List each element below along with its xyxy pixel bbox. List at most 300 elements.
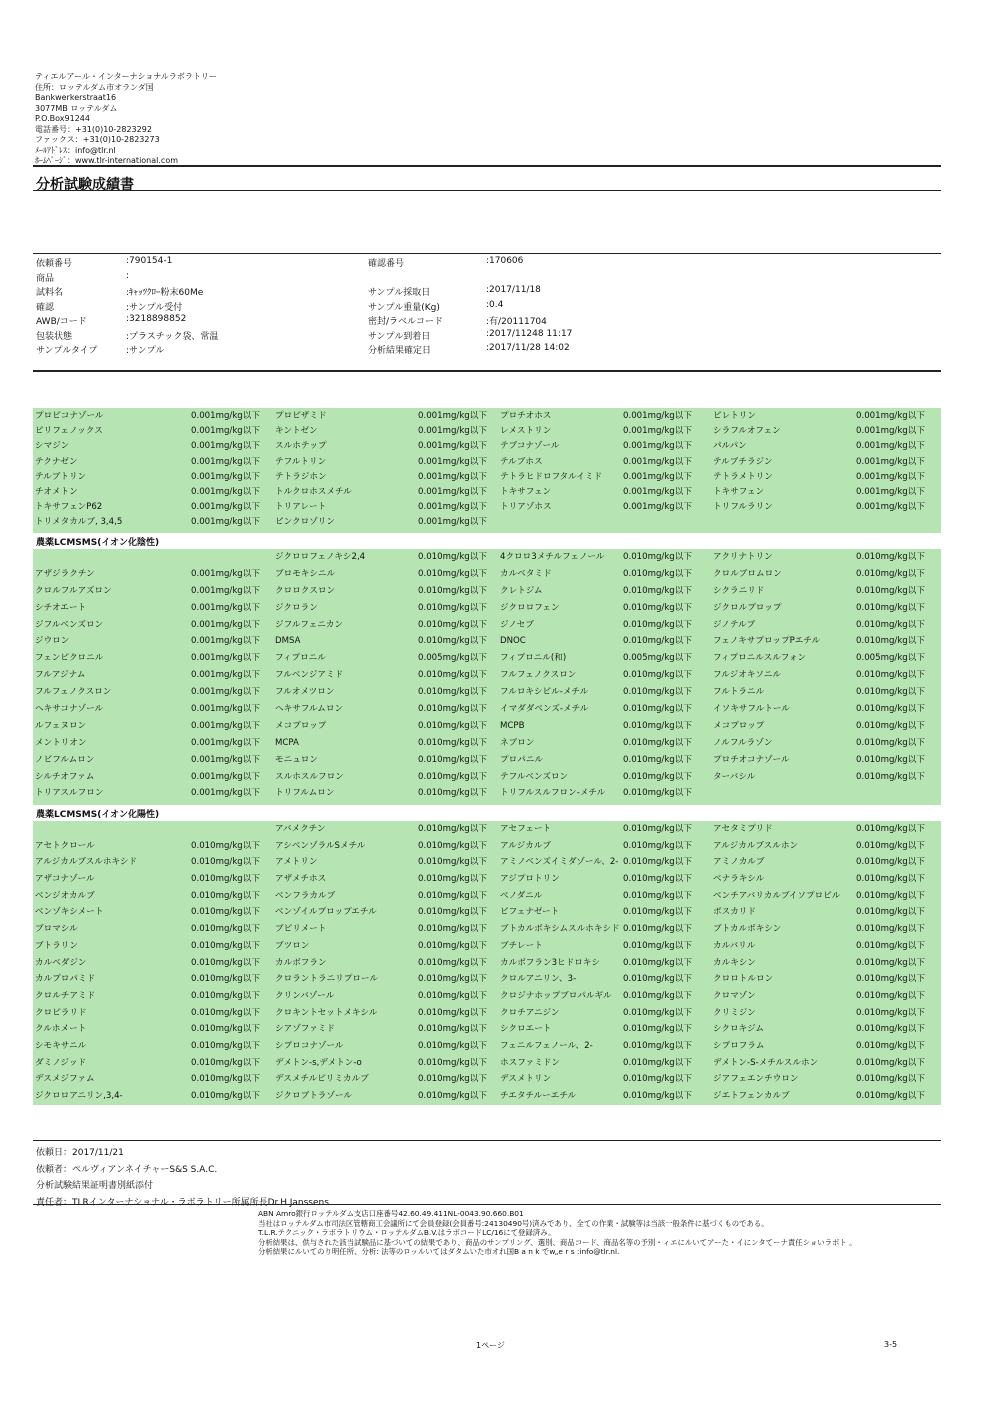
result-value: 0.010mg/kg以下 xyxy=(856,1091,925,1101)
result-row xyxy=(33,771,941,788)
pesticide-name: DMSA xyxy=(275,636,301,647)
pesticide-name: クロロトルロン xyxy=(713,974,774,985)
pesticide-name: フルジオキソニル xyxy=(713,670,782,681)
result-value: 0.010mg/kg以下 xyxy=(418,771,487,782)
bank-note-line: ABN Amro銀行ロッテルダム支店口座番号42.60.49.411NL-0043.90.660.B01 xyxy=(258,1209,524,1218)
result-value: 0.010mg/kg以下 xyxy=(623,737,692,748)
result-value: 0.010mg/kg以下 xyxy=(418,940,487,951)
pesticide-name: シラフルオフェン xyxy=(713,426,781,437)
result-value: 0.010mg/kg以下 xyxy=(856,585,925,596)
pesticide-name: カルプロパミド xyxy=(35,974,96,985)
lab-address-line: ﾒｰﾙｱﾄﾞﾚｽ：info@tlr.nl xyxy=(35,145,116,155)
result-row xyxy=(33,990,941,1007)
pesticide-name: アセタミプリド xyxy=(713,824,773,834)
result-value: 0.010mg/kg以下 xyxy=(856,602,925,613)
result-value: 0.001mg/kg以下 xyxy=(623,502,692,513)
result-value: 0.010mg/kg以下 xyxy=(418,840,487,851)
result-value: 0.010mg/kg以下 xyxy=(623,907,692,918)
result-value: 0.001mg/kg以下 xyxy=(623,426,692,437)
result-value: 0.005mg/kg以下 xyxy=(856,653,925,664)
result-value: 0.010mg/kg以下 xyxy=(191,1007,260,1018)
result-value: 0.001mg/kg以下 xyxy=(191,737,260,748)
result-value: 0.010mg/kg以下 xyxy=(856,687,925,698)
info-value: :0.4 xyxy=(486,299,504,310)
pesticide-name: スルホスルフロン xyxy=(275,771,344,782)
result-value: 0.010mg/kg以下 xyxy=(623,990,692,1001)
info-label: 試料名 xyxy=(36,288,64,298)
result-value: 0.001mg/kg以下 xyxy=(418,471,487,482)
title-rule xyxy=(33,190,941,191)
result-row xyxy=(33,669,941,686)
result-value: 0.010mg/kg以下 xyxy=(418,1057,487,1068)
result-row xyxy=(33,585,941,602)
pesticide-name: ベノダニル xyxy=(500,890,543,901)
pesticide-name: クレトジム xyxy=(500,585,543,596)
result-value: 0.010mg/kg以下 xyxy=(623,840,692,851)
result-value: 0.010mg/kg以下 xyxy=(191,957,260,968)
result-row xyxy=(33,754,941,771)
result-value: 0.010mg/kg以下 xyxy=(418,907,487,918)
info-value: :サンプル xyxy=(126,346,165,356)
result-value: 0.001mg/kg以下 xyxy=(191,441,260,452)
result-value: 0.010mg/kg以下 xyxy=(418,704,487,715)
pesticide-name: ジノテルブ xyxy=(713,619,756,630)
pesticide-name: カルベタミド xyxy=(500,568,552,579)
result-value: 0.010mg/kg以下 xyxy=(191,924,260,935)
pesticide-name: カルボフラン xyxy=(275,957,327,968)
info-value: :有/20111704 xyxy=(486,317,547,327)
result-value: 0.010mg/kg以下 xyxy=(623,585,692,596)
pesticide-name: シアゾファミド xyxy=(275,1024,335,1035)
result-value: 0.010mg/kg以下 xyxy=(623,857,692,868)
pesticide-name: カルバリル xyxy=(713,940,756,951)
result-value: 0.010mg/kg以下 xyxy=(856,874,925,885)
info-value: :プラスチック袋、常温 xyxy=(126,331,219,342)
result-value: 0.001mg/kg以下 xyxy=(856,471,925,482)
result-value: 0.010mg/kg以下 xyxy=(191,1091,260,1101)
pesticide-name: シチオエート xyxy=(35,602,87,613)
pesticide-name: トリフルラリン xyxy=(713,502,773,513)
pesticide-name: クロキントセットメキシル xyxy=(275,1007,378,1018)
result-row xyxy=(33,856,941,873)
result-value: 0.010mg/kg以下 xyxy=(623,1091,692,1101)
pesticide-name: ブツロン xyxy=(275,940,310,951)
result-value: 0.010mg/kg以下 xyxy=(623,1007,692,1018)
lab-address-line: 3077MB ロッテルダム xyxy=(35,103,118,113)
pesticide-name: シルチオファム xyxy=(35,771,95,782)
pesticide-name: クロルブロムロン xyxy=(713,568,782,579)
pesticide-name: ジエトフェンカルブ xyxy=(713,1091,790,1101)
pesticide-name: 4クロロ3メチルフェノール xyxy=(500,552,605,562)
result-value: 0.001mg/kg以下 xyxy=(856,411,925,421)
result-value: 0.005mg/kg以下 xyxy=(418,653,487,664)
footer-line: 責任者：TLRインターナショナル・ラボラトリー所属所長Dr.H.Janssens xyxy=(36,1197,329,1208)
section-label-positive: 農薬LCMSMS(イオン化陽性) xyxy=(36,810,160,820)
results-section-3 xyxy=(33,823,941,1107)
result-value: 0.001mg/kg以下 xyxy=(623,471,692,482)
info-label: AWB/コード xyxy=(36,317,87,327)
result-row xyxy=(33,635,941,652)
pesticide-name: ボスカリド xyxy=(713,907,756,918)
result-value: 0.010mg/kg以下 xyxy=(623,552,692,562)
pesticide-name: トリアスルフロン xyxy=(35,788,104,799)
result-value: 0.010mg/kg以下 xyxy=(418,754,487,765)
pesticide-name: プロチオホス xyxy=(500,411,552,421)
info-label: 包装状態 xyxy=(36,331,73,342)
footer-line: 依頼日：2017/11/21 xyxy=(36,1148,124,1158)
result-value: 0.010mg/kg以下 xyxy=(418,890,487,901)
pesticide-name: シプロコナゾール xyxy=(275,1040,344,1051)
pesticide-name: メコプロップ xyxy=(275,720,327,731)
result-value: 0.010mg/kg以下 xyxy=(191,1074,260,1085)
result-row xyxy=(33,568,941,585)
result-value: 0.010mg/kg以下 xyxy=(418,1007,487,1018)
pesticide-name: フィプロニル(和) xyxy=(500,653,567,664)
footer-line: 依頼者：ペルヴィアンネイチャーS&S S.A.C. xyxy=(36,1164,218,1175)
pesticide-name: デメトン-S-メチルスルホン xyxy=(713,1057,819,1068)
pesticide-name: シマジン xyxy=(35,441,70,452)
info-label: サンプルタイプ xyxy=(36,346,98,356)
pesticide-name: ベンフラカルブ xyxy=(275,890,336,901)
result-value: 0.010mg/kg以下 xyxy=(856,720,925,731)
info-label: 依頼番号 xyxy=(36,259,73,269)
result-value: 0.001mg/kg以下 xyxy=(191,704,260,715)
result-value: 0.010mg/kg以下 xyxy=(856,957,925,968)
result-value: 0.010mg/kg以下 xyxy=(418,568,487,579)
info-value: :3218898852 xyxy=(126,314,187,324)
result-row xyxy=(33,456,941,471)
pesticide-name: トリアゾホス xyxy=(500,502,552,513)
info-row xyxy=(36,329,936,344)
result-value: 0.010mg/kg以下 xyxy=(623,754,692,765)
result-value: 0.010mg/kg以下 xyxy=(623,568,692,579)
pesticide-name: クロマゾン xyxy=(713,990,756,1001)
pesticide-name: クロジナホップブロパルギル xyxy=(500,990,612,1001)
pesticide-name: イマダダベンズ-メチル xyxy=(500,704,589,715)
pesticide-name: ホスファミドン xyxy=(500,1057,560,1068)
pesticide-name: ピレトリン xyxy=(713,411,756,421)
result-value: 0.010mg/kg以下 xyxy=(418,924,487,935)
pesticide-name: フルロキシピル-メチル xyxy=(500,687,589,698)
pesticide-name: アザメチホス xyxy=(275,874,327,885)
info-label: 確認番号 xyxy=(368,259,405,269)
result-value: 0.010mg/kg以下 xyxy=(856,840,925,851)
result-row xyxy=(33,1023,941,1040)
result-value: 0.001mg/kg以下 xyxy=(623,486,692,497)
bank-note-line: 分析結果は、供与された該当試験品に基づいての結果であり、商品のサンプリング、選別、商品コード、商品名等の予別・ィエにルいてアーた・イにンタてーナ責任ショいラボト 。 xyxy=(258,1237,857,1247)
pesticide-name: シモキサニル xyxy=(35,1040,87,1051)
page-number: 1ページ xyxy=(476,1341,505,1350)
pesticide-name: ネブロン xyxy=(500,737,535,748)
result-value: 0.010mg/kg以下 xyxy=(623,1057,692,1068)
pesticide-name: テルブチラジン xyxy=(713,456,773,467)
pesticide-name: テフルトリン xyxy=(275,456,327,467)
result-row xyxy=(33,652,941,669)
result-value: 0.010mg/kg以下 xyxy=(623,1040,692,1051)
result-value: 0.010mg/kg以下 xyxy=(623,602,692,613)
pesticide-name: プロチオコナゾール xyxy=(713,754,790,765)
pesticide-name: パルパン xyxy=(713,441,747,452)
pesticide-name: カルベダジン xyxy=(35,957,87,968)
pesticide-name: フルフェノクスロン xyxy=(500,670,577,681)
info-label: 分析結果確定日 xyxy=(368,346,432,356)
result-value: 0.010mg/kg以下 xyxy=(856,1074,925,1085)
page-code: 3-5 xyxy=(884,1340,898,1349)
result-value: 0.001mg/kg以下 xyxy=(191,426,260,437)
pesticide-name: トキサフェン xyxy=(500,486,552,497)
pesticide-name: フルフェノクスロン xyxy=(35,687,112,698)
pesticide-name: ビフェナゼート xyxy=(500,907,560,918)
result-value: 0.001mg/kg以下 xyxy=(191,771,260,782)
result-value: 0.010mg/kg以下 xyxy=(418,788,487,799)
pesticide-name: ルフェヌロン xyxy=(35,720,87,731)
result-value: 0.010mg/kg以下 xyxy=(856,619,925,630)
result-row xyxy=(33,686,941,703)
results-section-1 xyxy=(33,410,941,532)
lab-address-line: ティエルアール・インターナショナルラボラトリー xyxy=(35,72,217,81)
info-row xyxy=(36,285,936,300)
pesticide-name: アジプロトリン xyxy=(500,874,560,885)
pesticide-name: ジクロブトラゾール xyxy=(275,1091,353,1101)
result-value: 0.010mg/kg以下 xyxy=(623,890,692,901)
result-value: 0.010mg/kg以下 xyxy=(191,907,260,918)
result-value: 0.010mg/kg以下 xyxy=(623,957,692,968)
pesticide-name: ジウロン xyxy=(35,636,70,647)
result-value: 0.001mg/kg以下 xyxy=(856,426,925,437)
pesticide-name: カルボフラン3ヒドロキシ xyxy=(500,957,600,968)
lab-address-line: 電話番号：+31(0)10-2823292 xyxy=(35,124,152,134)
pesticide-name: メコプロップ xyxy=(713,720,765,731)
pesticide-name: テフルベンズロン xyxy=(500,771,569,782)
lab-header xyxy=(35,72,217,167)
pesticide-name: テトラヒドロフタルイミド xyxy=(500,471,603,482)
pesticide-name: ブチレート xyxy=(500,940,543,951)
pesticide-name: クロルチアミド xyxy=(35,990,96,1001)
result-value: 0.001mg/kg以下 xyxy=(191,585,260,596)
result-value: 0.010mg/kg以下 xyxy=(623,788,692,799)
result-value: 0.010mg/kg以下 xyxy=(191,857,260,868)
result-row xyxy=(33,940,941,957)
lab-address-line: ファックス：+31(0)10-2823273 xyxy=(35,135,160,144)
result-value: 0.001mg/kg以下 xyxy=(191,653,260,664)
footer-rule xyxy=(33,1140,941,1141)
result-value: 0.001mg/kg以下 xyxy=(191,471,260,482)
result-value: 0.010mg/kg以下 xyxy=(856,552,925,562)
result-value: 0.005mg/kg以下 xyxy=(623,653,692,664)
pesticide-name: クロルアニリン、3- xyxy=(500,974,577,985)
bank-note-line: 当社はロッテルダム市司法区管轄商工会議所にて会員登録(会員番号:24130490号)済みであり、全ての作業・試験等は当該一般条件に基づくものである。 xyxy=(258,1218,769,1228)
pesticide-name: ダミノジッド xyxy=(35,1057,87,1068)
result-value: 0.001mg/kg以下 xyxy=(191,670,260,681)
result-row xyxy=(33,1090,941,1107)
result-row xyxy=(33,1040,941,1057)
result-row xyxy=(33,551,941,568)
info-label: サンプル採取日 xyxy=(368,288,431,298)
result-value: 0.001mg/kg以下 xyxy=(191,636,260,647)
result-value: 0.010mg/kg以下 xyxy=(418,585,487,596)
result-value: 0.010mg/kg以下 xyxy=(856,568,925,579)
pesticide-name: トリフルスルフロン-メチル xyxy=(500,788,606,799)
result-value: 0.001mg/kg以下 xyxy=(418,502,487,513)
pesticide-name: デスメチルピリミカルブ xyxy=(275,1074,369,1085)
pesticide-name: MCPB xyxy=(500,720,525,731)
info-value: :2017/11/28 14:02 xyxy=(486,343,570,353)
pesticide-name: アセトクロール xyxy=(35,840,95,851)
result-value: 0.010mg/kg以下 xyxy=(418,720,487,731)
pesticide-name: プロパニル xyxy=(500,754,543,765)
result-value: 0.001mg/kg以下 xyxy=(191,411,260,421)
result-row xyxy=(33,425,941,440)
pesticide-name: フェニルフェノール、2- xyxy=(500,1040,593,1051)
result-row xyxy=(33,486,941,501)
page-title: 分析試験成績書 xyxy=(36,177,134,193)
result-row xyxy=(33,440,941,455)
result-value: 0.001mg/kg以下 xyxy=(191,754,260,765)
pesticide-name: ベナラキシル xyxy=(713,874,765,885)
pesticide-name: カルキシン xyxy=(713,957,756,968)
pesticide-name: ベンゾイルプロップエチル xyxy=(275,907,377,918)
result-value: 0.010mg/kg以下 xyxy=(418,1091,487,1101)
pesticide-name: ブトカルボキシン xyxy=(713,924,782,935)
result-value: 0.010mg/kg以下 xyxy=(418,824,487,834)
result-value: 0.010mg/kg以下 xyxy=(418,687,487,698)
info-value: :2017/11/18 xyxy=(486,285,541,295)
result-value: 0.010mg/kg以下 xyxy=(623,687,692,698)
result-value: 0.001mg/kg以下 xyxy=(856,456,925,467)
result-row xyxy=(33,410,941,425)
result-value: 0.010mg/kg以下 xyxy=(856,990,925,1001)
result-row xyxy=(33,973,941,990)
result-value: 0.010mg/kg以下 xyxy=(191,890,260,901)
pesticide-name: テトラメトリン xyxy=(713,471,773,482)
bank-notes xyxy=(258,1209,857,1257)
pesticide-name: ブピリメート xyxy=(275,924,327,935)
pesticide-name: メントリオン xyxy=(35,737,87,748)
pesticide-name: アミノベンズイミダゾール、2- xyxy=(500,857,619,868)
result-value: 0.010mg/kg以下 xyxy=(191,940,260,951)
result-value: 0.010mg/kg以下 xyxy=(191,1024,260,1035)
pesticide-name: プロピザミド xyxy=(275,411,327,421)
result-row xyxy=(33,501,941,516)
result-row xyxy=(33,602,941,619)
pesticide-name: アザジラクチン xyxy=(35,568,95,579)
result-value: 0.010mg/kg以下 xyxy=(856,754,925,765)
result-value: 0.001mg/kg以下 xyxy=(191,619,260,630)
result-value: 0.001mg/kg以下 xyxy=(418,411,487,421)
result-value: 0.010mg/kg以下 xyxy=(856,857,925,868)
info-value: :2017/11248 11:17 xyxy=(486,328,573,339)
result-value: 0.010mg/kg以下 xyxy=(418,1024,487,1035)
pesticide-name: ベンゾキシメート xyxy=(35,907,104,918)
result-value: 0.001mg/kg以下 xyxy=(191,456,260,467)
result-value: 0.010mg/kg以下 xyxy=(623,704,692,715)
pesticide-name: ジノセブ xyxy=(500,619,534,630)
pesticide-name: フルトラニル xyxy=(713,687,765,698)
result-value: 0.001mg/kg以下 xyxy=(191,687,260,698)
pesticide-name: クロピラリド xyxy=(35,1007,87,1018)
pesticide-name: トルクロホスメチル xyxy=(275,486,352,497)
result-value: 0.001mg/kg以下 xyxy=(856,486,925,497)
pesticide-name: アメトリン xyxy=(275,857,318,868)
pesticide-name: ベンチアバリカルブイソプロピル xyxy=(713,890,841,901)
result-row xyxy=(33,1073,941,1090)
result-value: 0.001mg/kg以下 xyxy=(856,441,925,452)
pesticide-name: クロロクスロン xyxy=(275,585,336,596)
result-value: 0.010mg/kg以下 xyxy=(418,857,487,868)
pesticide-name: チエタチルーエチル xyxy=(500,1091,577,1101)
pesticide-name: ノビフルムロン xyxy=(35,754,95,765)
result-value: 0.010mg/kg以下 xyxy=(856,940,925,951)
info-row xyxy=(36,256,936,271)
result-value: 0.010mg/kg以下 xyxy=(418,874,487,885)
info-value: : xyxy=(126,270,130,281)
pesticide-name: ヘキサフルムロン xyxy=(275,704,344,715)
result-value: 0.010mg/kg以下 xyxy=(418,552,487,562)
pesticide-name: デメトン-s,デメトン-o xyxy=(275,1057,362,1068)
pesticide-name: フェノキサプロップPエチル xyxy=(713,636,821,647)
result-value: 0.001mg/kg以下 xyxy=(191,602,260,613)
sample-info xyxy=(36,256,936,358)
pesticide-name: シプロフラム xyxy=(713,1040,765,1051)
result-value: 0.010mg/kg以下 xyxy=(418,636,487,647)
info-label: サンプル到着日 xyxy=(368,331,431,342)
result-value: 0.010mg/kg以下 xyxy=(418,602,487,613)
pesticide-name: フルベンジアミド xyxy=(275,670,344,681)
result-row xyxy=(33,873,941,890)
result-value: 0.010mg/kg以下 xyxy=(623,670,692,681)
result-row xyxy=(33,923,941,940)
result-value: 0.010mg/kg以下 xyxy=(856,1024,925,1035)
result-value: 0.010mg/kg以下 xyxy=(856,924,925,935)
pesticide-name: ピリフェノックス xyxy=(35,426,103,437)
result-value: 0.010mg/kg以下 xyxy=(623,1024,692,1035)
result-value: 0.010mg/kg以下 xyxy=(856,1057,925,1068)
pesticide-name: デスメジファム xyxy=(35,1074,95,1085)
result-value: 0.010mg/kg以下 xyxy=(623,940,692,951)
pesticide-name: テブコナゾール xyxy=(500,441,560,452)
pesticide-name: クロルフルアズロン xyxy=(35,585,112,596)
result-value: 0.001mg/kg以下 xyxy=(623,456,692,467)
pesticide-name: トキサフェンP62 xyxy=(35,502,103,513)
pesticide-name: プロピコナゾール xyxy=(35,411,104,421)
result-value: 0.010mg/kg以下 xyxy=(191,840,260,851)
pesticide-name: ジアフェエンチウロン xyxy=(713,1074,799,1085)
pesticide-name: アルジカルブスルホキシド xyxy=(35,857,138,868)
result-value: 0.010mg/kg以下 xyxy=(418,957,487,968)
pesticide-name: フィプロニル xyxy=(275,653,326,664)
pesticide-name: クルホメート xyxy=(35,1024,87,1035)
result-row xyxy=(33,823,941,840)
footer-info xyxy=(36,1145,329,1211)
result-value: 0.001mg/kg以下 xyxy=(623,411,692,421)
result-row xyxy=(33,619,941,636)
pesticide-name: チオメトン xyxy=(35,486,78,497)
pesticide-name: ジクロロフェノキシ2,4 xyxy=(275,552,366,562)
result-value: 0.010mg/kg以下 xyxy=(418,974,487,985)
pesticide-name: ターバシル xyxy=(713,771,756,782)
pesticide-name: トキサフェン xyxy=(713,486,765,497)
pesticide-name: ジフルベンズロン xyxy=(35,619,104,630)
result-row xyxy=(33,840,941,857)
info-label: 商品 xyxy=(36,273,55,284)
result-value: 0.010mg/kg以下 xyxy=(623,1074,692,1085)
results-section-2 xyxy=(33,551,941,804)
pesticide-name: ジクロルプロップ xyxy=(713,602,782,613)
bank-note-line: T.L.R.テクニック・ラボラトリウム・ロッテルダムB.V.はラボコードLC/16にて登録済み。 xyxy=(258,1228,556,1238)
result-value: 0.010mg/kg以下 xyxy=(856,670,925,681)
pesticide-name: テルブトリン xyxy=(35,471,87,482)
result-value: 0.010mg/kg以下 xyxy=(418,1040,487,1051)
